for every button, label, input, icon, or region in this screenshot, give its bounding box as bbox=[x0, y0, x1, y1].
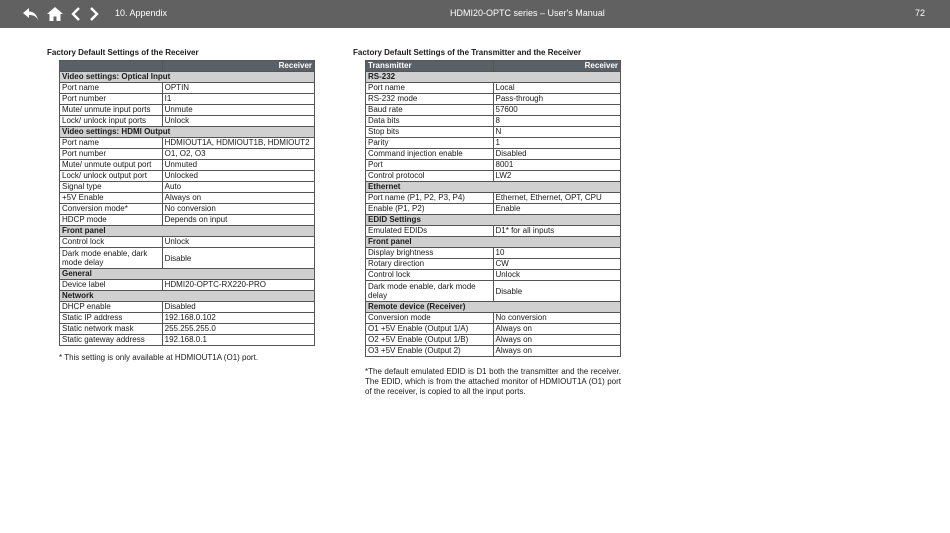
setting-name-cell: Static gateway address bbox=[60, 335, 163, 346]
setting-name-cell: Port number bbox=[60, 94, 163, 105]
group-label: Front panel bbox=[60, 226, 315, 237]
setting-value-cell: Unlock bbox=[162, 116, 314, 127]
group-label: RS-232 bbox=[366, 72, 621, 83]
group-header-row bbox=[366, 72, 621, 83]
group-label: Front panel bbox=[366, 237, 621, 248]
setting-value-cell: Disabled bbox=[493, 149, 621, 160]
setting-name-cell: Display brightness bbox=[366, 248, 494, 259]
group-header-row bbox=[60, 72, 315, 83]
table-row bbox=[60, 94, 315, 105]
nav-buttons bbox=[22, 5, 100, 23]
setting-name-cell: Stop bits bbox=[366, 127, 494, 138]
table-row bbox=[60, 313, 315, 324]
table-row bbox=[366, 83, 621, 94]
page-number: 72 bbox=[914, 8, 925, 18]
setting-value-cell: Depends on input bbox=[162, 215, 314, 226]
setting-value-cell: Disable bbox=[162, 248, 314, 269]
receiver-footnote: * This setting is only available at HDMIOUT1A (O1) port. bbox=[59, 353, 259, 362]
setting-value-cell: LW2 bbox=[493, 171, 621, 182]
setting-value-cell: HDMI20-OPTC-RX220-PRO bbox=[162, 280, 314, 291]
setting-value-cell: Unmuted bbox=[162, 160, 314, 171]
table-row bbox=[366, 116, 621, 127]
setting-name-cell: Dark mode enable, dark mode delay bbox=[366, 281, 494, 302]
breadcrumb[interactable]: 10. Appendix bbox=[115, 8, 168, 18]
receiver-defaults-table bbox=[59, 60, 315, 346]
table-row bbox=[366, 149, 621, 160]
setting-value-cell: Unlock bbox=[162, 237, 314, 248]
table-row bbox=[60, 215, 315, 226]
setting-value-cell: 10 bbox=[493, 248, 621, 259]
setting-name-cell: Mute/ unmute output port bbox=[60, 160, 163, 171]
table-row bbox=[366, 226, 621, 237]
transmitter-receiver-defaults-table bbox=[365, 60, 621, 357]
setting-name-cell: DHCP enable bbox=[60, 302, 163, 313]
setting-value-cell: Ethernet, Ethernet, OPT, CPU bbox=[493, 193, 621, 204]
table-row bbox=[60, 116, 315, 127]
setting-value-cell: Enable bbox=[493, 204, 621, 215]
setting-value-cell: N bbox=[493, 127, 621, 138]
setting-name-cell: Signal type bbox=[60, 182, 163, 193]
setting-value-cell: Pass-through bbox=[493, 94, 621, 105]
setting-value-cell: O1, O2, O3 bbox=[162, 149, 314, 160]
setting-value-cell: I1 bbox=[162, 94, 314, 105]
group-header-row bbox=[366, 182, 621, 193]
setting-name-cell: Control lock bbox=[60, 237, 163, 248]
setting-value-cell: 192.168.0.102 bbox=[162, 313, 314, 324]
transmitter-footnote: *The default emulated EDID is D1 both the transmitter and the receiver. The EDID, which is from the attached monitor of HDMIOUT1A (O1) port of the receiver, is copied to all the input ports. bbox=[365, 367, 621, 396]
setting-name-cell: Conversion mode bbox=[366, 313, 494, 324]
table-row bbox=[60, 149, 315, 160]
table-row bbox=[60, 237, 315, 248]
setting-value-cell: 255.255.255.0 bbox=[162, 324, 314, 335]
group-header-row bbox=[366, 237, 621, 248]
table-row bbox=[60, 193, 315, 204]
table-row bbox=[366, 171, 621, 182]
setting-name-cell: Emulated EDIDs bbox=[366, 226, 494, 237]
setting-name-cell: Static network mask bbox=[60, 324, 163, 335]
setting-name-cell: Rotary direction bbox=[366, 259, 494, 270]
setting-name-cell: HDCP mode bbox=[60, 215, 163, 226]
table-row bbox=[366, 94, 621, 105]
setting-value-cell: Auto bbox=[162, 182, 314, 193]
header-right-cell: Receiver bbox=[493, 61, 621, 72]
back-arrow-icon[interactable] bbox=[22, 6, 40, 22]
setting-name-cell: Port name bbox=[366, 83, 494, 94]
setting-name-cell: Static IP address bbox=[60, 313, 163, 324]
table-row bbox=[366, 138, 621, 149]
setting-name-cell: Command injection enable bbox=[366, 149, 494, 160]
setting-name-cell: Port name bbox=[60, 138, 163, 149]
setting-value-cell: Disable bbox=[493, 281, 621, 302]
setting-name-cell: Enable (P1, P2) bbox=[366, 204, 494, 215]
setting-value-cell: Unlock bbox=[493, 270, 621, 281]
header-right-cell: Receiver bbox=[162, 61, 314, 72]
group-header-row bbox=[60, 226, 315, 237]
table-row bbox=[60, 324, 315, 335]
group-header-row bbox=[366, 215, 621, 226]
table-row bbox=[366, 160, 621, 171]
table-row bbox=[60, 105, 315, 116]
setting-value-cell: 192.168.0.1 bbox=[162, 335, 314, 346]
receiver-section-title: Factory Default Settings of the Receiver bbox=[47, 48, 199, 57]
group-header-row bbox=[60, 269, 315, 280]
setting-value-cell: Always on bbox=[162, 193, 314, 204]
group-label: Video settings: Optical Input bbox=[60, 72, 315, 83]
table-row bbox=[60, 83, 315, 94]
table-row bbox=[366, 270, 621, 281]
setting-value-cell: No conversion bbox=[493, 313, 621, 324]
setting-value-cell: Disabled bbox=[162, 302, 314, 313]
setting-value-cell: 57600 bbox=[493, 105, 621, 116]
setting-name-cell: RS-232 mode bbox=[366, 94, 494, 105]
setting-value-cell: No conversion bbox=[162, 204, 314, 215]
table-row bbox=[366, 259, 621, 270]
setting-name-cell: Port bbox=[366, 160, 494, 171]
setting-name-cell: Baud rate bbox=[366, 105, 494, 116]
table-row bbox=[366, 313, 621, 324]
table-row bbox=[60, 171, 315, 182]
setting-name-cell: Port number bbox=[60, 149, 163, 160]
chevron-left-icon[interactable] bbox=[70, 6, 82, 22]
setting-value-cell: Unmute bbox=[162, 105, 314, 116]
table-row bbox=[60, 302, 315, 313]
setting-value-cell: Always on bbox=[493, 335, 621, 346]
setting-name-cell: Control protocol bbox=[366, 171, 494, 182]
group-label: Remote device (Receiver) bbox=[366, 302, 621, 313]
setting-name-cell: O1 +5V Enable (Output 1/A) bbox=[366, 324, 494, 335]
table-row bbox=[60, 248, 315, 269]
table-row bbox=[366, 105, 621, 116]
setting-value-cell: 1 bbox=[493, 138, 621, 149]
table-row bbox=[366, 204, 621, 215]
table-row bbox=[366, 335, 621, 346]
home-icon[interactable] bbox=[46, 6, 64, 22]
table-row bbox=[366, 281, 621, 302]
group-label: Video settings: HDMI Output bbox=[60, 127, 315, 138]
setting-value-cell: CW bbox=[493, 259, 621, 270]
table-row bbox=[60, 280, 315, 291]
table-row bbox=[60, 182, 315, 193]
table-row bbox=[60, 204, 315, 215]
table-header-row bbox=[366, 61, 621, 72]
group-header-row bbox=[60, 127, 315, 138]
setting-name-cell: Data bits bbox=[366, 116, 494, 127]
table-row bbox=[366, 193, 621, 204]
header-left-cell bbox=[60, 61, 163, 72]
setting-name-cell: +5V Enable bbox=[60, 193, 163, 204]
setting-name-cell: Lock/ unlock output port bbox=[60, 171, 163, 182]
setting-name-cell: O2 +5V Enable (Output 1/B) bbox=[366, 335, 494, 346]
setting-name-cell: Dark mode enable, dark mode delay bbox=[60, 248, 163, 269]
table-row bbox=[366, 248, 621, 259]
table-row bbox=[366, 127, 621, 138]
setting-value-cell: Unlocked bbox=[162, 171, 314, 182]
table-row bbox=[60, 138, 315, 149]
group-label: EDID Settings bbox=[366, 215, 621, 226]
setting-value-cell: 8001 bbox=[493, 160, 621, 171]
setting-value-cell: Always on bbox=[493, 324, 621, 335]
group-header-row bbox=[366, 302, 621, 313]
setting-value-cell: Always on bbox=[493, 346, 621, 357]
setting-name-cell: Device label bbox=[60, 280, 163, 291]
setting-value-cell: HDMIOUT1A, HDMIOUT1B, HDMIOUT2 bbox=[162, 138, 314, 149]
setting-value-cell: 8 bbox=[493, 116, 621, 127]
setting-value-cell: Local bbox=[493, 83, 621, 94]
table-row bbox=[366, 324, 621, 335]
top-bar bbox=[0, 0, 950, 28]
table-header-row bbox=[60, 61, 315, 72]
setting-name-cell: Port name (P1, P2, P3, P4) bbox=[366, 193, 494, 204]
setting-value-cell: OPTIN bbox=[162, 83, 314, 94]
chevron-right-icon[interactable] bbox=[88, 6, 100, 22]
group-label: General bbox=[60, 269, 315, 280]
table-row bbox=[60, 160, 315, 171]
header-left-cell: Transmitter bbox=[366, 61, 494, 72]
group-header-row bbox=[60, 291, 315, 302]
group-label: Ethernet bbox=[366, 182, 621, 193]
setting-name-cell: Port name bbox=[60, 83, 163, 94]
table-row bbox=[366, 346, 621, 357]
table-row bbox=[60, 335, 315, 346]
document-title: HDMI20-OPTC series – User's Manual bbox=[450, 8, 605, 18]
setting-name-cell: Mute/ unmute input ports bbox=[60, 105, 163, 116]
setting-value-cell: D1* for all inputs bbox=[493, 226, 621, 237]
setting-name-cell: O3 +5V Enable (Output 2) bbox=[366, 346, 494, 357]
setting-name-cell: Parity bbox=[366, 138, 494, 149]
group-label: Network bbox=[60, 291, 315, 302]
setting-name-cell: Conversion mode* bbox=[60, 204, 163, 215]
setting-name-cell: Lock/ unlock input ports bbox=[60, 116, 163, 127]
transmitter-section-title: Factory Default Settings of the Transmitter and the Receiver bbox=[353, 48, 582, 57]
setting-name-cell: Control lock bbox=[366, 270, 494, 281]
